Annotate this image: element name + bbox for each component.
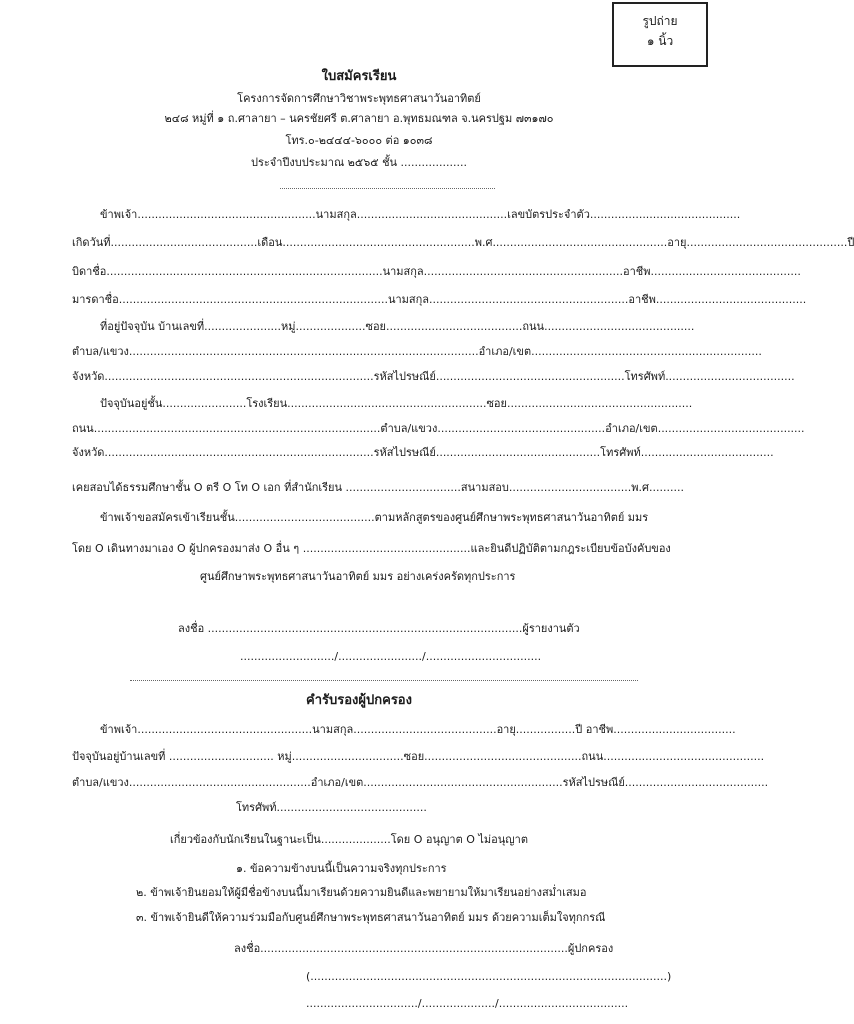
header-divider (280, 188, 495, 189)
applicant-date-field[interactable]: .........................../......................../................................. (240, 650, 542, 663)
guardian-date-field[interactable]: ................................/...................../..................................... (306, 997, 629, 1010)
guardian-signature-field[interactable]: ลงชื่อ........................................................................................ผู้ปกครอง (234, 942, 614, 955)
birthdate-field[interactable]: เกิดวันที่..........................................เดือน.......................................................พ.ศ..................................................อายุ..............................................ปี (72, 236, 854, 249)
guardian-heading: คำรับรองผู้ปกครอง (306, 693, 412, 708)
apply-level-field[interactable]: ข้าพเจ้าขอสมัครเข้าเรียนชั้น........................................ตามหลักสูตรของศูนย์ศึกษาพระพุทธศาสนาวันอาทิตย์ มมร (100, 511, 649, 524)
photo-label-line1: รูปถ่าย (642, 14, 678, 28)
current-address-field[interactable]: ที่อยู่ปัจจุบัน บ้านเลขที่......................หมู่....................ซอย.......................................ถนน........................................... (100, 320, 695, 333)
project-name: โครงการจัดการศึกษาวิชาพระพุทธศาสนาวันอาทิตย์ (237, 92, 481, 105)
school-road-field[interactable]: ถนน..................................................................................ตำบล/แขวง................................................อำเภอ/เขต.......................................... (72, 422, 805, 435)
guardian-phone-field[interactable]: โทรศัพท์........................................... (236, 801, 427, 814)
province-field[interactable]: จังหวัด.............................................................................รหัสไปรษณีย์......................................................โทรศัพท์..................................... (72, 370, 795, 383)
dhamma-exam-field[interactable]: เคยสอบได้ธรรมศึกษาชั้น O ตรี O โท O เอก ที่สำนักเรียน .................................สนามสอบ...................................พ.ศ.......... (72, 481, 684, 494)
school-province-field[interactable]: จังหวัด.............................................................................รหัสไปรษณีย์...............................................โทรศัพท์...................................... (72, 446, 774, 459)
applicant-name-field[interactable]: ข้าพเจ้า...................................................นามสกุล...........................................เลขบัตรประจำตัว........................................... (100, 208, 741, 221)
guardian-statement-2: ๒. ข้าพเจ้ายินยอมให้ผู้มีชื่อข้างบนนี้มาเรียนด้วยความยินดีและพยายามให้มาเรียนอย่างสม่ำเสมอ (136, 886, 587, 899)
guardian-statement-3: ๓. ข้าพเจ้ายินดีให้ความร่วมมือกับศูนย์ศึกษาพระพุทธศาสนาวันอาทิตย์ มมร ด้วยความเต็มใจทุกกรณี (136, 911, 606, 924)
applicant-signature-field[interactable]: ลงชื่อ ..........................................................................................ผู้รายงานตัว (178, 622, 580, 635)
form-title: ใบสมัครเรียน (321, 69, 397, 84)
guardian-fullname-field[interactable]: (......................................................................................................) (306, 970, 672, 983)
father-name-field[interactable]: บิดาชื่อ...............................................................................นามสกุล.........................................................อาชีพ........................................... (72, 265, 801, 278)
photo-label-line2: ๑ นิ้ว (646, 34, 674, 48)
guardian-address-field[interactable]: ปัจจุบันอยู่บ้านเลขที่ .............................. หมู่................................ซอย.............................................ถนน.............................................. (72, 750, 765, 763)
mother-name-field[interactable]: มารดาชื่อ.............................................................................นามสกุล.........................................................อาชีพ........................................... (72, 293, 807, 306)
section-divider (130, 680, 638, 681)
guardian-statement-1: ๑. ข้อความข้างบนนี้เป็นความจริงทุกประการ (236, 862, 447, 875)
fiscal-year-line: ประจำปีงบประมาณ ๒๕๖๕ ชั้น ................... (251, 156, 467, 169)
center-rules-text: ศูนย์ศึกษาพระพุทธศาสนาวันอาทิตย์ มมร อย่างเคร่งครัดทุกประการ (200, 570, 516, 583)
institution-phone: โทร.๐-๒๔๔๔-๖๐๐๐ ต่อ ๑๐๓๘ (285, 134, 433, 147)
subdistrict-field[interactable]: ตำบล/แขวง....................................................................................................อำเภอ/เขต.................................................................. (72, 345, 762, 358)
guardian-subdistrict-field[interactable]: ตำบล/แขวง....................................................อำเภอ/เขต.........................................................รหัสไปรษณีย์......................................... (72, 776, 769, 789)
guardian-name-field[interactable]: ข้าพเจ้า..................................................นามสกุล.........................................อายุ.................ปี อาชีพ................................... (100, 723, 736, 736)
guardian-relation-field[interactable]: เกี่ยวข้องกับนักเรียนในฐานะเป็น....................โดย O อนุญาต O ไม่อนุญาต (170, 833, 528, 846)
current-school-field[interactable]: ปัจจุบันอยู่ชั้น........................โรงเรียน.........................................................ซอย..................................................... (100, 397, 693, 410)
travel-method-field[interactable]: โดย O เดินทางมาเอง O ผู้ปกครองมาส่ง O อื่น ๆ ................................................และยินดีปฏิบัติตามกฎระเบียบข้อบังคับของ (72, 542, 671, 555)
institution-address: ๒๔๘ หมู่ที่ ๑ ถ.ศาลายา – นครชัยศรี ต.ศาลายา อ.พุทธมณฑล จ.นครปฐม ๗๓๑๗๐ (164, 112, 554, 125)
